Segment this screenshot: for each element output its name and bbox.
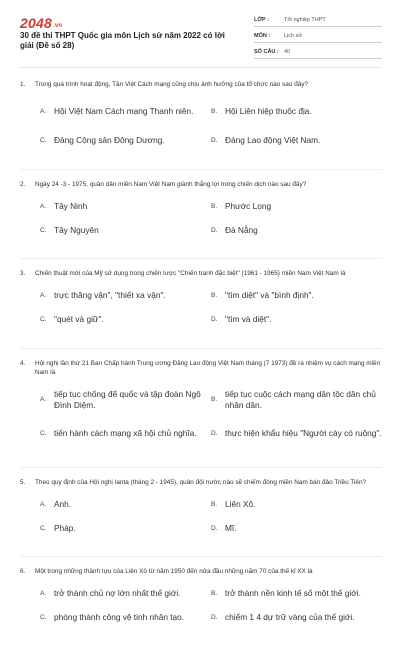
question-number: 2. — [20, 180, 26, 188]
question-number: 5. — [20, 478, 26, 486]
option-a[interactable] — [40, 498, 211, 510]
info-row-count — [254, 46, 382, 59]
info-value: Lịch sử — [284, 33, 303, 39]
info-key: LỚP : — [254, 17, 269, 23]
question-stem — [20, 180, 382, 190]
option-text: trực thăng vận", "thiết xa vận". — [54, 290, 166, 300]
option-a[interactable] — [40, 290, 211, 302]
option-a[interactable] — [40, 101, 211, 123]
option-letter: C. — [40, 614, 47, 621]
logo-main: 2048 — [20, 15, 52, 31]
option-letter: C. — [40, 524, 47, 532]
question-text: Một trong những thành tựu của Liên Xô từ năm 1950 đến nửa đầu những năm 70 của thế kỉ XX là — [35, 568, 313, 575]
option-text: Pháp. — [54, 522, 76, 533]
option-letter: C. — [40, 316, 47, 323]
question-number: 4. — [20, 359, 26, 367]
option-letter: D. — [211, 430, 218, 437]
option-b[interactable] — [211, 498, 382, 510]
question-2 — [20, 180, 382, 249]
question-divider — [20, 169, 382, 170]
logo-suffix: .vn — [52, 23, 63, 29]
option-letter: D. — [211, 137, 218, 144]
info-key: MÔN : — [254, 33, 271, 39]
option-text: Anh. — [54, 498, 72, 509]
header-divider — [20, 67, 380, 68]
exam-info-box — [254, 14, 382, 62]
question-stem — [20, 478, 382, 488]
option-letter: A. — [40, 202, 47, 210]
option-d[interactable] — [211, 314, 382, 326]
option-letter: D. — [211, 226, 218, 234]
option-text: Liên Xô. — [225, 498, 256, 509]
options — [20, 101, 382, 159]
option-letter: A. — [40, 396, 47, 403]
option-text: Đà Nẵng — [225, 224, 258, 235]
option-letter: A. — [40, 500, 47, 508]
option-text: Mĩ. — [225, 522, 237, 533]
option-letter: C. — [40, 430, 47, 437]
option-text: Đảng Lao động Việt Nam. — [225, 135, 321, 145]
question-text: Hội nghị lần thứ 21 Ban Chấp hành Trung ương Đảng Lao động Việt Nam tháng (7 1973) đề ra nhiệm vụ cách mạng miền Nam là — [35, 359, 381, 376]
question-divider — [20, 348, 382, 349]
question-text: Ngày 24 -3 - 1975, quân dân miền Nam Việt Nam giành thắng lợi trong chiến dịch nào sau đây? — [35, 180, 307, 188]
question-stem — [20, 269, 382, 279]
info-row-subject — [254, 30, 382, 43]
question-6 — [20, 567, 382, 636]
option-letter: D. — [211, 524, 218, 532]
options — [20, 200, 382, 248]
question-divider — [20, 556, 382, 557]
option-c[interactable] — [40, 314, 211, 326]
options — [20, 588, 382, 636]
option-d[interactable] — [211, 522, 382, 534]
option-a[interactable] — [40, 588, 211, 600]
option-letter: B. — [211, 590, 218, 597]
option-b[interactable] — [211, 200, 382, 212]
question-number: 6. — [20, 568, 26, 575]
options — [20, 498, 382, 546]
question-3 — [20, 269, 382, 338]
option-letter: B. — [211, 108, 218, 115]
options — [20, 389, 382, 457]
question-1 — [20, 80, 382, 159]
option-c[interactable] — [40, 612, 211, 624]
option-text: thực hiện khẩu hiệu "Người cày có ruộng". — [225, 428, 382, 438]
question-4 — [20, 359, 382, 457]
option-d[interactable] — [211, 224, 382, 236]
option-text: tiến hành cách mạng xã hội chủ nghĩa. — [54, 428, 197, 438]
info-row-class — [254, 14, 382, 27]
option-letter: C. — [40, 226, 47, 234]
question-5 — [20, 478, 382, 547]
question-number: 1. — [20, 81, 26, 88]
question-number: 3. — [20, 270, 26, 277]
question-divider — [20, 467, 382, 468]
option-b[interactable] — [211, 389, 382, 411]
option-text: trở thành chủ nợ lớn nhất thế giới. — [54, 588, 181, 598]
option-text: "tìm và diệt". — [225, 314, 272, 324]
option-letter: A. — [40, 108, 47, 115]
option-c[interactable] — [40, 522, 211, 534]
question-stem — [20, 80, 382, 90]
option-text: Phước Long — [225, 200, 272, 211]
option-text: Đảng Cộng sản Đông Dương. — [54, 135, 165, 145]
option-a[interactable] — [40, 389, 211, 411]
info-key: SỐ CÂU : — [254, 49, 279, 55]
option-text: Hội Liên hiệp thuộc địa. — [225, 106, 312, 116]
option-d[interactable] — [211, 423, 382, 445]
option-letter: B. — [211, 292, 218, 299]
option-text: chiếm 1 4 dự trữ vàng của thế giới. — [225, 612, 355, 622]
option-b[interactable] — [211, 290, 382, 302]
option-d[interactable] — [211, 612, 382, 624]
option-letter: A. — [40, 292, 47, 299]
site-logo[interactable] — [20, 15, 62, 31]
option-text: phóng thành công vệ tinh nhân tạo. — [54, 612, 185, 622]
info-value: 40 — [284, 49, 291, 55]
option-b[interactable] — [211, 588, 382, 600]
option-c[interactable] — [40, 224, 211, 236]
option-text: Tây Nguyên — [54, 224, 99, 235]
option-d[interactable] — [211, 135, 382, 147]
option-letter: D. — [211, 614, 218, 621]
option-text: "tìm diệt" và "bình định". — [225, 290, 314, 300]
option-a[interactable] — [40, 200, 211, 212]
option-text: trở thành nền kinh tế số một thế giới. — [225, 588, 361, 598]
question-stem — [20, 359, 382, 378]
option-b[interactable] — [211, 101, 382, 123]
option-letter: A. — [40, 590, 47, 597]
option-c[interactable] — [40, 135, 211, 147]
question-divider — [20, 258, 382, 259]
option-letter: B. — [211, 396, 218, 403]
option-text: tiếp tục cuộc cách mạng dân tộc dân chủ nhân dân. — [225, 388, 376, 410]
option-text: Hội Việt Nam Cách mạng Thanh niên. — [54, 106, 194, 116]
question-text: Trong quá trình hoạt động, Tân Việt Cách mạng cũng chịu ảnh hưởng của tổ chức nào sau đây? — [35, 81, 309, 88]
option-letter: D. — [211, 316, 218, 323]
option-text: "quét và giữ". — [54, 314, 104, 324]
document-title: 30 đề thi THPT Quốc gia môn Lịch sử năm 2022 có lời giải (Đề số 28) — [20, 31, 225, 50]
question-list — [20, 80, 382, 650]
question-text: Theo quy định của Hội nghị Ianta (tháng 2 - 1945), quân đội nước nào sẽ chiếm đóng miền Nam bán đảo Triều Tiên? — [35, 478, 367, 486]
option-text: Tây Ninh — [54, 200, 88, 211]
option-text: tiếp tục chống đế quốc và tập đoàn Ngô Đình Diệm. — [54, 388, 201, 410]
options — [20, 290, 382, 338]
option-letter: C. — [40, 137, 47, 144]
question-stem — [20, 567, 382, 577]
info-value: Tốt nghiệp THPT — [284, 17, 326, 23]
option-letter: B. — [211, 202, 218, 210]
option-letter: B. — [211, 500, 218, 508]
option-c[interactable] — [40, 423, 211, 445]
question-text: Chiến thuật mới của Mỹ sử dụng trong chiến lược "Chiến tranh đặc biệt" (1961 - 1965) miền Nam Việt Nam là — [35, 270, 346, 277]
